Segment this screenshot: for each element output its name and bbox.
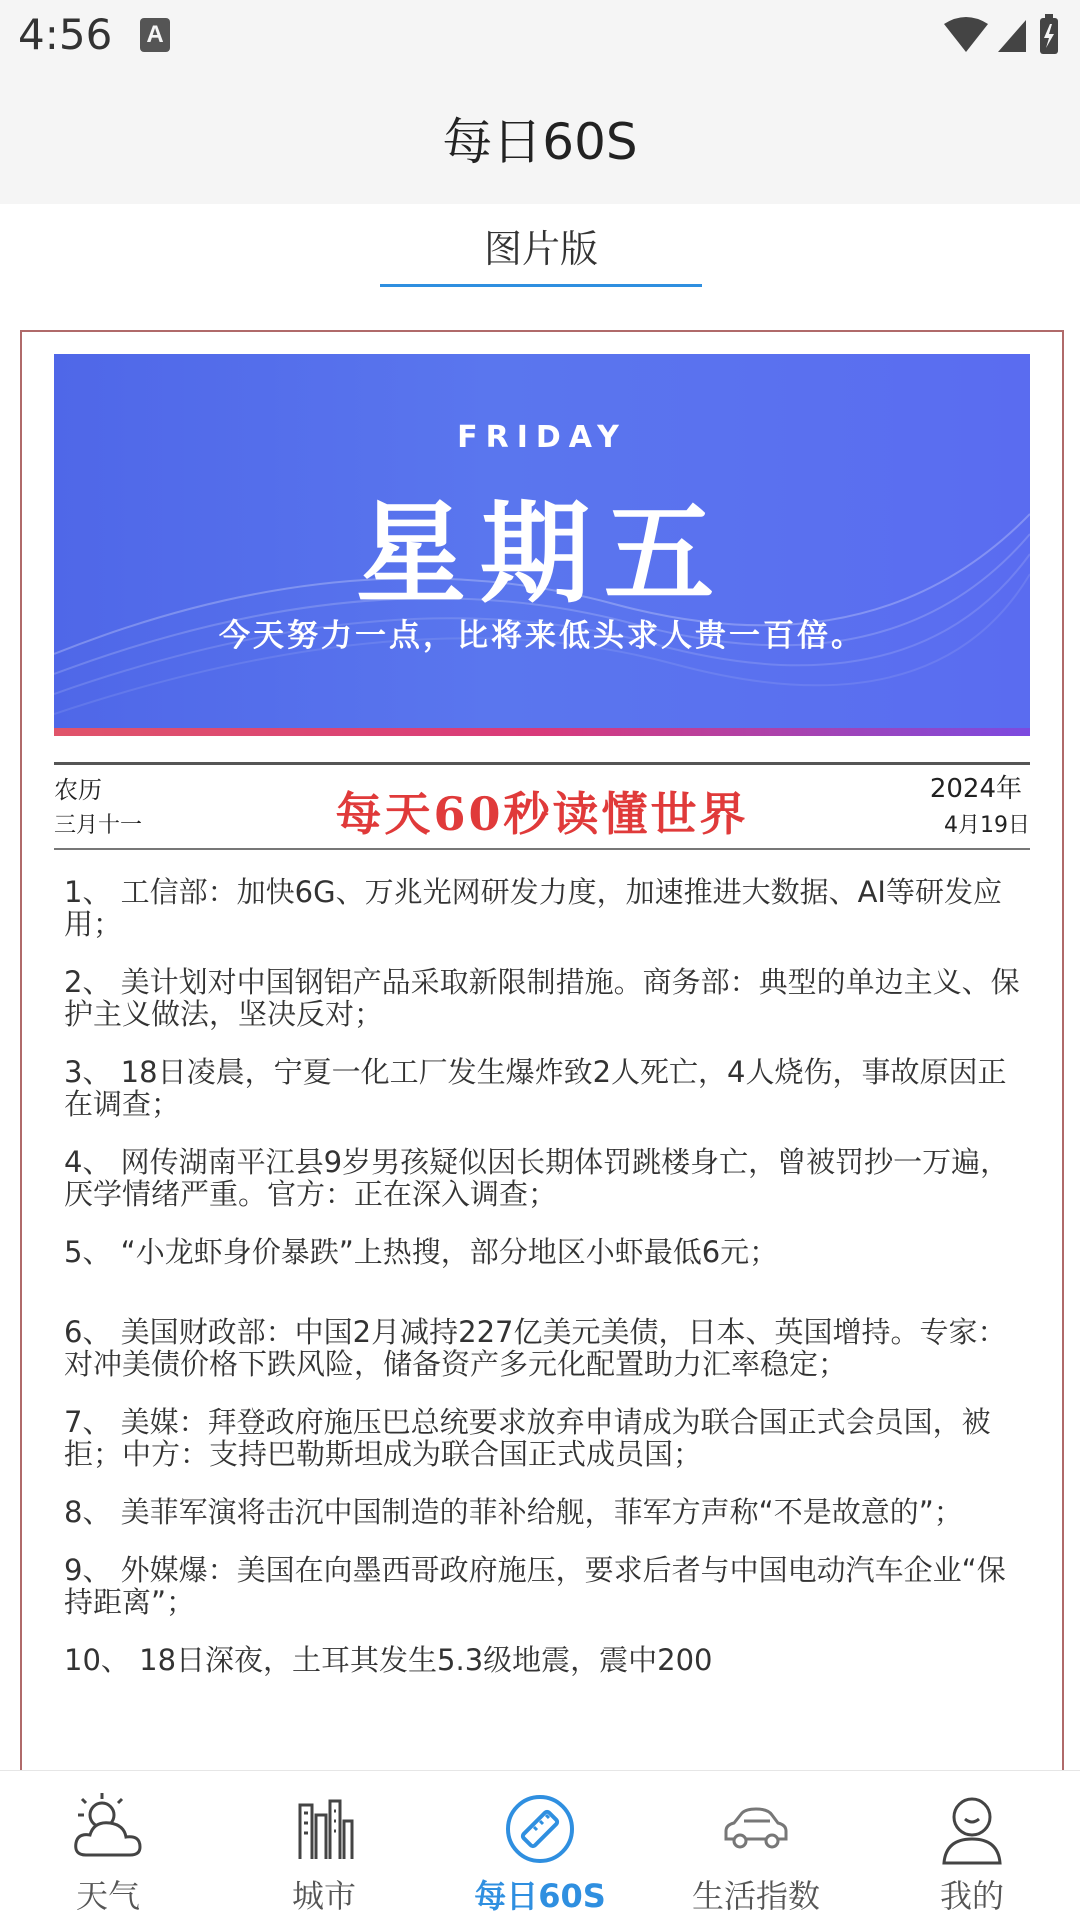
- weather-icon: [68, 1789, 148, 1869]
- nav-profile[interactable]: [864, 1771, 1080, 1921]
- divider: [54, 762, 1030, 765]
- news-item: 9、 外媒爆：美国在向墨西哥政府施压，要求后者与中国电动汽车企业“保持距离”；: [64, 1553, 1006, 1619]
- news-item: 3、 18日凌晨，宁夏一化工厂发生爆炸致2人死亡，4人烧伤，事故原因正在调查；: [64, 1055, 1007, 1121]
- nav-label: 城市: [291, 1877, 356, 1915]
- lunar-date: 三月十一: [54, 813, 143, 838]
- profile-icon: [932, 1789, 1012, 1869]
- news-item: 4、 网传湖南平江县9岁男孩疑似因长期体罚跳楼身亡，曾被罚抄一万遍，厌学情绪严重。官方：正在深入调查；: [64, 1145, 1010, 1211]
- status-time: 4:56: [18, 10, 113, 59]
- weekday-english: FRIDAY: [457, 420, 627, 455]
- page-title: 每日60S: [442, 113, 638, 171]
- weekday-banner: [54, 354, 1030, 736]
- wifi-icon: [944, 17, 988, 52]
- city-icon: [284, 1789, 364, 1869]
- news-item: 6、 美国财政部：中国2月减持227亿美元美债，日本、英国增持。专家：对冲美债价格下跌风险，储备资产多元化配置助力汇率稳定；: [64, 1315, 1007, 1381]
- news-item: 7、 美媒：拜登政府施压巴总统要求放弃申请成为联合国正式会员国，被拒；中方：支持巴勒斯坦成为联合国正式成员国；: [64, 1405, 991, 1471]
- status-bar: [0, 0, 1080, 76]
- year: 2024年: [929, 774, 1022, 804]
- nav-label: 我的: [939, 1877, 1004, 1915]
- nav-city[interactable]: [216, 1771, 432, 1921]
- date-header: [54, 762, 1030, 862]
- battery-icon: [1040, 14, 1058, 54]
- nav-label: 每日60S: [474, 1877, 606, 1915]
- news-item: 8、 美菲军演将击沉中国制造的菲补给舰，菲军方声称“不是故意的”；: [64, 1495, 963, 1529]
- news-image-frame[interactable]: [20, 330, 1064, 1774]
- notification-icon: A: [140, 18, 170, 52]
- tab-image-version[interactable]: 图片版: [483, 227, 598, 271]
- headline: 每天60秒读懂世界: [335, 787, 749, 841]
- news-item: 5、 “小龙虾身价暴跌”上热搜，部分地区小虾最低6元；: [64, 1235, 779, 1269]
- car-icon: [716, 1789, 796, 1869]
- news-item: 10、 18日深夜，土耳其发生5.3级地震，震中200: [64, 1643, 713, 1677]
- banner-bottom-strip: [54, 728, 1030, 736]
- news-item: 2、 美计划对中国钢铝产品采取新限制措施。商务部：典型的单边主义、保护主义做法，坚决反对；: [64, 965, 1020, 1031]
- nav-weather[interactable]: [0, 1771, 216, 1921]
- weekday-chinese: 星期五: [356, 489, 728, 618]
- nav-daily60s[interactable]: [432, 1771, 648, 1921]
- lunar-label: 农历: [54, 776, 102, 804]
- news-list: [64, 876, 1024, 1702]
- app-bar: [0, 76, 1080, 204]
- month-day: 4月19日: [944, 813, 1030, 838]
- ruler-icon: [500, 1789, 580, 1869]
- news-item: 1、 工信部：加快6G、万兆光网研发力度，加速推进大数据、AI等研发应用；: [64, 875, 1002, 941]
- tab-bar: [0, 204, 1080, 290]
- tab-indicator: [380, 284, 702, 287]
- nav-label: 生活指数: [691, 1877, 820, 1915]
- signal-icon: [998, 20, 1026, 52]
- nav-label: 天气: [75, 1877, 140, 1915]
- status-icons: [942, 12, 1062, 62]
- daily-motto: 今天努力一点，比将来低头求人贵一百倍。: [219, 618, 865, 654]
- divider: [54, 848, 1030, 850]
- bottom-navigation: [0, 1770, 1080, 1921]
- nav-life-index[interactable]: [648, 1771, 864, 1921]
